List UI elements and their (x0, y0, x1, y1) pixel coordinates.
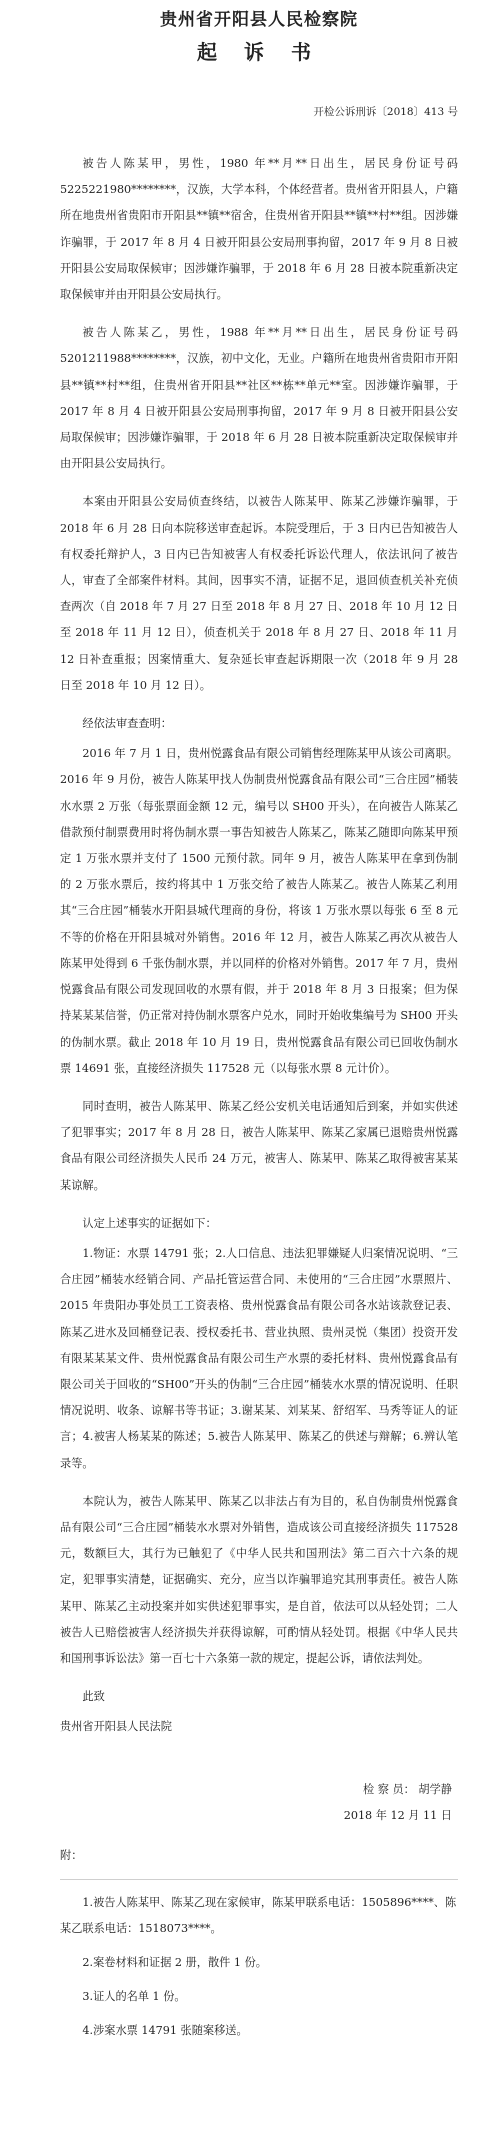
document-title: 起 诉 书 (197, 40, 321, 64)
evidence-heading: 认定上述事实的证据如下： (82, 1216, 217, 1230)
facts-paragraph: 2016 年 7 月 1 日，贵州悦露食品有限公司销售经理陈某甲从该公司离职。2016 年 9 月份，被告人陈某甲找人伪制贵州悦露食品有限公司“三合庄园”桶装水水票 2 万张（每张票面金额 12 元，编号以 SH00 开头），在向被告人陈某乙借款预付制票费用时将伪制水票一事告知被告人陈某乙，陈某乙随即向陈某甲预定 1 万张水票并支付了 1500 元预付款。同年 9 月，被告人陈某甲在拿到伪制的 2 万张水票后，按约将其中 1 万张交给了被告人陈某乙。被告人陈某乙利用其“三合庄园”桶装水开阳县城代理商的身份，将该 1 万张水票以每张 6 至 8 元不等的价格在开阳县城对外销售。2016 年 12 月，被告人陈某乙再次从被告人陈某甲处得到 6 千张伪制水票，并以同样的价格对外销售。2017 年 7 月，贵州悦露食品有限公司发现回收的水票有假，并于 2018 年 8 月 3 日报案；但为保持某某某信誉，仍正常对持伪制水票客户兑水，同时开始收集编号为 SH00 开头的伪制水票。截止 2018 年 10 月 19 日，贵州悦露食品有限公司已回收伪制水票 14691 张，直接经济损失 117528 元（以每张水票 8 元计价）。 (60, 747, 458, 1075)
attachment-item: 3.证人的名单 1 份。 (82, 1989, 186, 2003)
procedure-paragraph: 本案由开阳县公安局侦查终结，以被告人陈某甲、陈某乙涉嫌诈骗罪，于 2018 年 6 月 28 日向本院移送审查起诉。本院受理后，于 3 日内已告知被告人有权委托辩护人，3 日内已告知被害人有权委托诉讼代理人，依法讯问了被告人，审查了全部案件材料。其间，因事实不清，证据不足，退回侦查机关补充侦查两次（自 2018 年 7 月 27 日至 2018 年 8 月 27 日、2018 年 10 月 12 日至 2018 年 11 月 12 日），侦查机关于 2018 年 8 月 27 日、2018 年 11 月 12 日补查重报；因案情重大、复杂延长审查起诉期限一次（2018 年 9 月 28 日至 2018 年 10 月 12 日）。 (60, 495, 458, 692)
attachment-item: 4.涉案水票 14791 张随案移送。 (82, 2023, 248, 2037)
attachment-item: 2.案卷材料和证据 2 册，散件 1 份。 (82, 1955, 267, 1969)
attachments-list (60, 1890, 458, 2044)
divider (60, 1879, 458, 1880)
evidence-paragraph: 1.物证：水票 14791 张；2.人口信息、违法犯罪嫌疑人归案情况说明、“三合庄园”桶装水经销合同、产品托管运营合同、未使用的“三合庄园”水票照片、2015 年贵阳办事处员工工资表格、贵州悦露食品有限公司各水站该款登记表、陈某乙进水及回桶登记表、授权委托书、营业执照、贵州灵悦（集团）投资开发有限某某某文件、贵州悦露食品有限公司生产水票的委托材料、贵州悦露食品有限公司关于回收的“SH00”开头的伪制“三合庄园”桶装水水票的情况说明、任职情况说明、收条、谅解书等书证；3.谢某某、刘某某、舒绍军、马秀等证人的证言；4.被害人杨某某的陈述；5.被告人陈某甲、陈某乙的供述与辩解；6.辨认笔录等。 (60, 1246, 458, 1470)
defendant-b-paragraph: 被告人陈某乙，男性，1988 年**月**日出生，居民身份证号码 5201211988********，汉族，初中文化，无业。户籍所在地贵州省贵阳市开阳县**镇**村**组，住贵州省开阳县**社区**栋**单元**室。因涉嫌诈骗罪，于 2017 年 8 月 4 日被开阳县公安局刑事拘留，2017 年 9 月 8 日被开阳县公安局取保候审；因涉嫌诈骗罪，于 2018 年 6 月 28 日被本院重新决定取保候审并由开阳县公安局执行。 (60, 326, 458, 471)
court-name: 贵州省开阳县人民法院 (60, 1720, 172, 1734)
case-number: 开检公诉刑诉〔2018〕413 号 (313, 106, 458, 118)
closing-salutation: 此致 (82, 1690, 105, 1704)
prosecutor-label: 检 察 员： (362, 1782, 415, 1796)
additional-facts-paragraph: 同时查明，被告人陈某甲、陈某乙经公安机关电话通知后到案，并如实供述了犯罪事实；2017 年 8 月 28 日，被告人陈某甲、陈某乙家属已退赔贵州悦露食品有限公司经济损失人民币 24 万元，被害人、陈某甲、陈某乙取得被害某某某谅解。 (60, 1099, 458, 1192)
document-body (60, 151, 458, 1741)
conclusion-paragraph: 本院认为，被告人陈某甲、陈某乙以非法占有为目的，私自伪制贵州悦露食品有限公司“三合庄园”桶装水水票对外销售，造成该公司直接经济损失 117528 元，数额巨大，其行为已触犯了《中华人民共和国刑法》第二百六十六条的规定，犯罪事实清楚，证据确实、充分，应当以诈骗罪追究其刑事责任。被告人陈某甲、陈某乙主动投案并如实供述犯罪事实，是自首，依法可以从轻处罚；二人被告人已赔偿被害人经济损失并获得谅解，可酌情从轻处罚。根据《中华人民共和国刑事诉讼法》第一百七十六条第一款的规定，提起公诉，请依法判处。 (60, 1494, 458, 1665)
attachments-label: 附： (60, 1848, 83, 1862)
prosecutor-name: 胡学静 (418, 1782, 452, 1796)
attachment-item: 1.被告人陈某甲、陈某乙现在家候审，陈某甲联系电话：1505896****、陈某乙联系电话：1518073****。 (60, 1895, 457, 1935)
signature-date: 2018 年 12 月 11 日 (343, 1808, 452, 1822)
org-name: 贵州省开阳县人民检察院 (160, 10, 358, 30)
signature-block (60, 1777, 458, 1829)
prosecutor-line (60, 1777, 458, 1803)
defendant-a-paragraph: 被告人陈某甲，男性，1980 年**月**日出生，居民身份证号码 5225221980********，汉族，大学本科，个体经营者。贵州省开阳县人，户籍所在地贵州省贵阳市开阳县**镇**宿舍，住贵州省开阳县**镇**村**组。因涉嫌诈骗罪，于 2017 年 8 月 4 日被开阳县公安局刑事拘留，2017 年 9 月 8 日被开阳县公安局取保候审；因涉嫌诈骗罪，于 2018 年 6 月 28 日被本院重新决定取保候审并由开阳县公安局执行。 (60, 157, 458, 302)
findings-heading: 经依法审查查明： (82, 717, 172, 731)
